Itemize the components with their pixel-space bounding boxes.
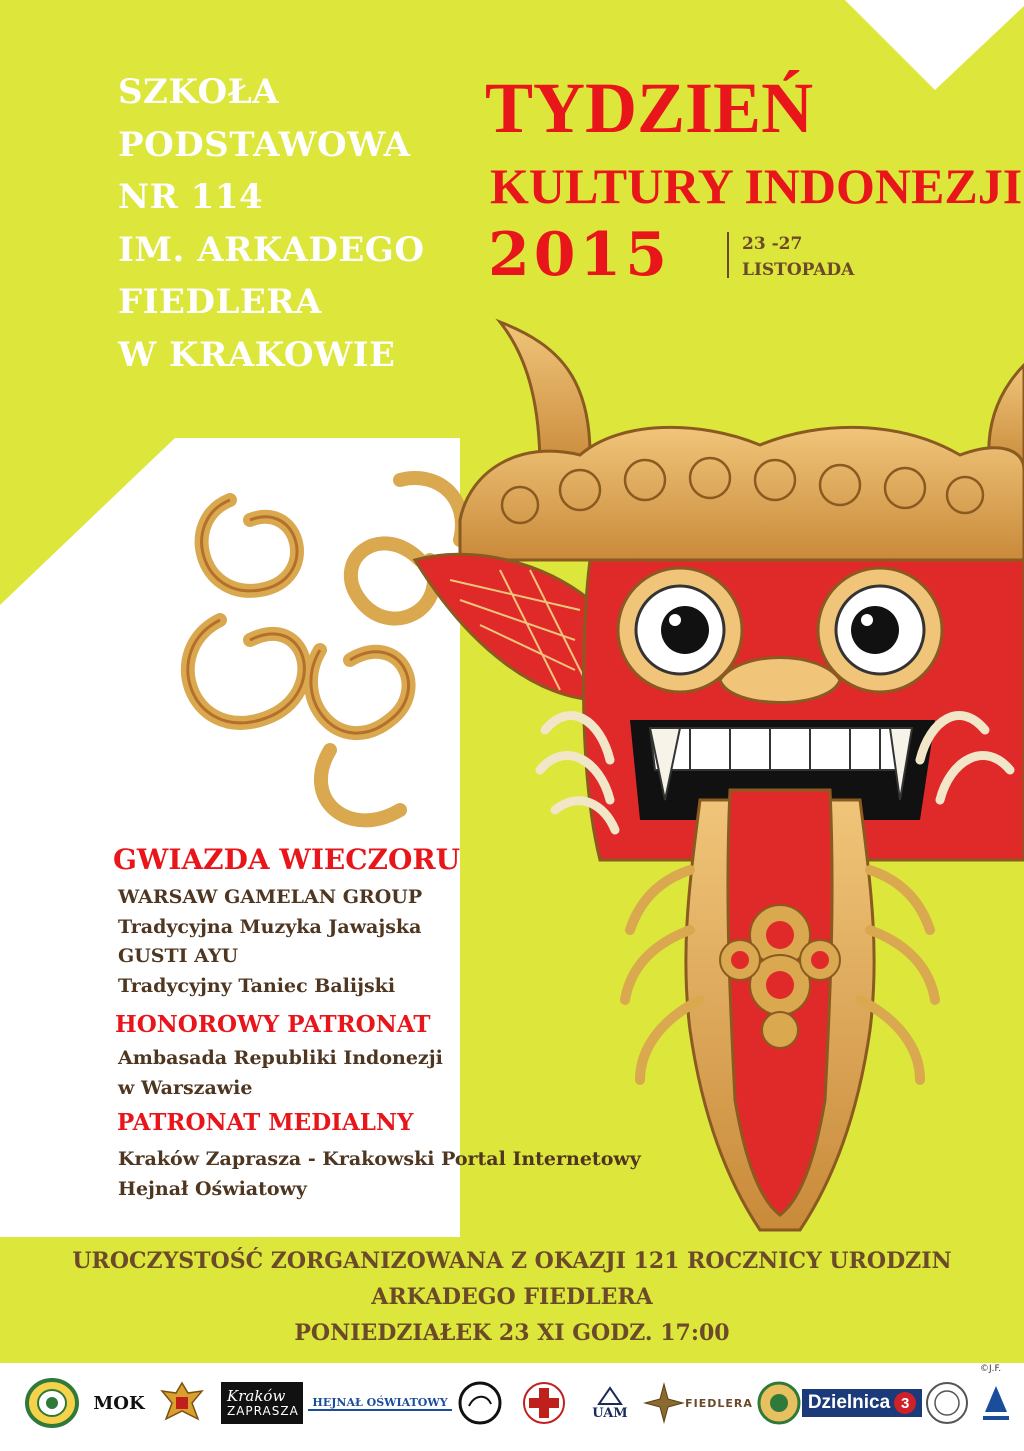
footer-line2: ARKADEGO FIEDLERA — [371, 1284, 653, 1310]
school-line: W KRAKOWIE — [118, 334, 396, 375]
blue-figure-logo — [976, 1378, 1016, 1428]
krakow-logo-line2: ZAPRASZA — [227, 1404, 299, 1418]
mok-logo — [90, 1378, 148, 1428]
copyright: ©J.F. — [980, 1364, 1002, 1374]
dzielnica-logo — [807, 1378, 914, 1428]
school-line: PODSTAWOWA — [118, 124, 411, 165]
circle-emblem-logo — [455, 1378, 505, 1428]
garuda-emblem-logo — [156, 1378, 208, 1428]
date-divider — [727, 232, 729, 278]
list-item: Kraków Zaprasza - Krakowski Portal Internetowy — [118, 1148, 641, 1170]
hejnal-logo-text: HEJNAŁ OŚWIATOWY — [308, 1396, 451, 1411]
school-name — [118, 66, 424, 382]
gold-seal-logo — [754, 1378, 804, 1428]
event-dates — [742, 231, 854, 283]
school-line: NR 114 — [118, 177, 264, 218]
section-heading-honorary: HONOROWY PATRONAT — [115, 1011, 431, 1038]
dzielnica-logo-number: 3 — [894, 1392, 916, 1414]
footer-line3: PONIEDZIAŁEK 23 XI GODZ. 17:00 — [294, 1320, 730, 1346]
section-list-star — [118, 883, 422, 1001]
event-title-line1: TYDZIEŃ — [485, 68, 814, 148]
dzielnica-logo-text: Dzielnica — [807, 1392, 891, 1413]
museum-logo-text: FIEDLERA — [685, 1396, 753, 1410]
list-item: GUSTI AYU — [118, 945, 239, 967]
compass-rose-logo — [642, 1378, 686, 1428]
list-item: Tradycyjna Muzyka Jawajska — [118, 915, 422, 938]
event-year: 2015 — [488, 220, 671, 290]
school-line: FIEDLERA — [118, 282, 322, 323]
event-month: LISTOPADA — [742, 260, 855, 280]
list-item: WARSAW GAMELAN GROUP — [118, 886, 423, 908]
list-item: Ambasada Republiki Indonezji — [118, 1047, 443, 1069]
uam-logo-text: UAM — [592, 1405, 628, 1421]
list-item: w Warszawie — [118, 1076, 253, 1099]
list-item: Tradycyjny Taniec Balijski — [118, 974, 396, 997]
krakow-logo-line1: Kraków — [227, 1387, 286, 1405]
section-list-honorary — [118, 1044, 443, 1103]
event-date-range: 23 -27 — [742, 234, 803, 254]
fiedler-museum-logo — [685, 1378, 753, 1428]
hejnal-oswiatowy-logo — [312, 1378, 448, 1428]
section-heading-media: PATRONAT MEDIALNY — [117, 1109, 414, 1136]
footer-line1: UROCZYSTOŚĆ ZORGANIZOWANA Z OKAZJI 121 ROCZNICY URODZIN — [72, 1248, 952, 1274]
event-title-line2: KULTURY INDONEZJI — [490, 158, 1023, 214]
mok-logo-text: MOK — [93, 1392, 145, 1414]
uam-logo — [588, 1378, 632, 1428]
round-seal-logo — [922, 1378, 972, 1428]
school-line: IM. ARKADEGO — [118, 229, 425, 270]
section-list-media — [118, 1145, 641, 1204]
red-cross-logo — [518, 1378, 570, 1428]
krakow-zaprasza-logo — [220, 1378, 304, 1428]
school-line: SZKOŁA — [118, 72, 280, 112]
section-heading-star: GWIAZDA WIECZORU — [113, 843, 461, 876]
list-item: Hejnał Oświatowy — [118, 1177, 307, 1200]
school-emblem-logo — [22, 1378, 82, 1428]
